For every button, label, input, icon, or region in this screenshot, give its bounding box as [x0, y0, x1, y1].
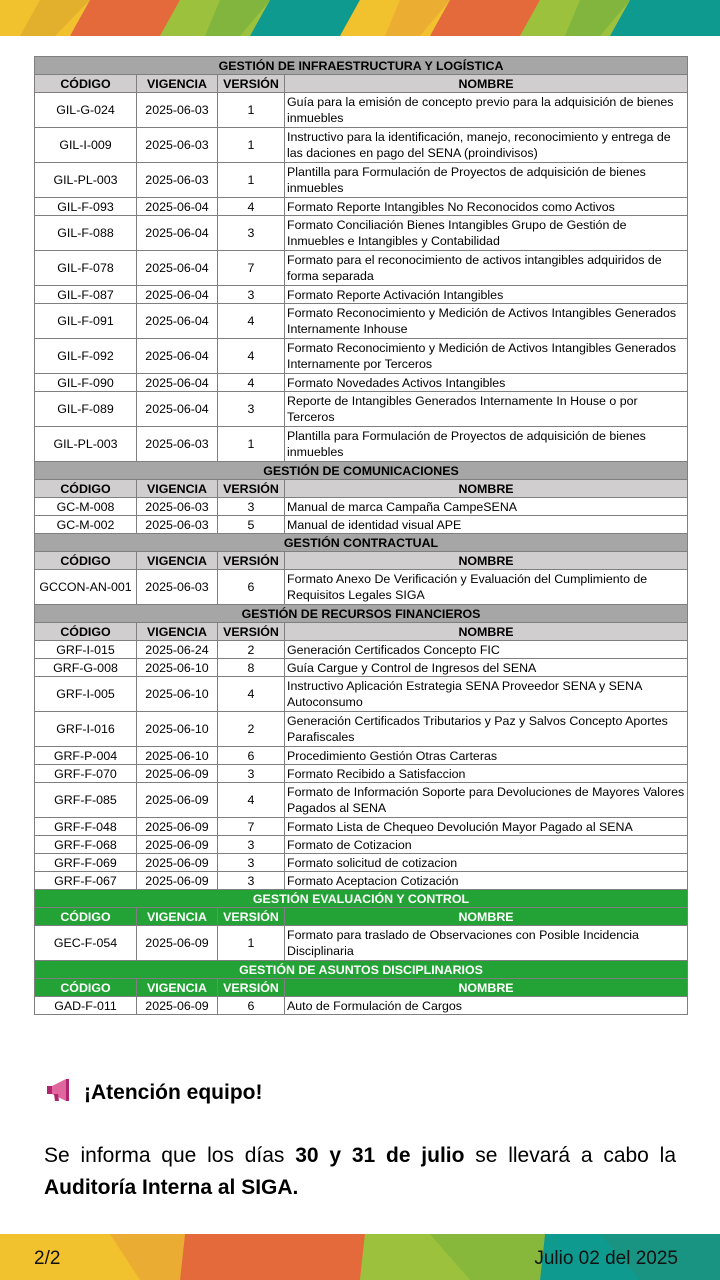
cell-code: GRF-G-008 — [35, 659, 137, 677]
table-row — [35, 818, 688, 836]
cell-date: 2025-06-10 — [137, 712, 218, 747]
cell-name: Formato para el reconocimiento de activos intangibles adquiridos de forma separada — [285, 251, 688, 286]
cell-version: 3 — [218, 392, 285, 427]
cell-date: 2025-06-04 — [137, 216, 218, 251]
section-title: GESTIÓN DE RECURSOS FINANCIEROS — [35, 605, 688, 623]
cell-code: GRF-I-015 — [35, 641, 137, 659]
column-header-row — [35, 480, 688, 498]
table-row — [35, 712, 688, 747]
cell-version: 3 — [218, 872, 285, 890]
cell-code: GIL-F-089 — [35, 392, 137, 427]
attention-heading — [46, 1078, 262, 1108]
table-row — [35, 854, 688, 872]
megaphone-icon — [46, 1078, 74, 1108]
cell-version: 6 — [218, 570, 285, 605]
table-row — [35, 427, 688, 462]
cell-code: GRF-I-005 — [35, 677, 137, 712]
table-row — [35, 392, 688, 427]
section-title: GESTIÓN DE ASUNTOS DISCIPLINARIOS — [35, 961, 688, 979]
table-row — [35, 747, 688, 765]
cell-version: 1 — [218, 128, 285, 163]
cell-date: 2025-06-09 — [137, 818, 218, 836]
column-header-row — [35, 623, 688, 641]
cell-code: GIL-F-078 — [35, 251, 137, 286]
cell-date: 2025-06-24 — [137, 641, 218, 659]
section-header-row — [35, 57, 688, 75]
column-header-date: VIGENCIA — [137, 480, 218, 498]
cell-date: 2025-06-09 — [137, 926, 218, 961]
cell-name: Manual de identidad visual APE — [285, 516, 688, 534]
table-row — [35, 286, 688, 304]
cell-name: Formato Conciliación Bienes Intangibles Grupo de Gestión de Inmuebles e Intangibles y Contabilidad — [285, 216, 688, 251]
column-header-code: CÓDIGO — [35, 979, 137, 997]
cell-version: 6 — [218, 997, 285, 1015]
cell-code: GIL-F-090 — [35, 374, 137, 392]
table-row — [35, 498, 688, 516]
column-header-row — [35, 552, 688, 570]
cell-code: GRF-P-004 — [35, 747, 137, 765]
cell-version: 4 — [218, 198, 285, 216]
cell-name: Formato Reporte Activación Intangibles — [285, 286, 688, 304]
cell-code: GRF-F-069 — [35, 854, 137, 872]
table-row — [35, 926, 688, 961]
column-header-name: NOMBRE — [285, 979, 688, 997]
cell-code: GCCON-AN-001 — [35, 570, 137, 605]
cell-date: 2025-06-04 — [137, 374, 218, 392]
notice-dates: 30 y 31 de julio — [295, 1144, 465, 1167]
cell-version: 3 — [218, 854, 285, 872]
table-row — [35, 659, 688, 677]
column-header-code: CÓDIGO — [35, 552, 137, 570]
section-title: GESTIÓN DE INFRAESTRUCTURA Y LOGÍSTICA — [35, 57, 688, 75]
cell-date: 2025-06-03 — [137, 93, 218, 128]
cell-date: 2025-06-03 — [137, 128, 218, 163]
column-header-name: NOMBRE — [285, 552, 688, 570]
table-row — [35, 872, 688, 890]
cell-version: 7 — [218, 818, 285, 836]
cell-name: Generación Certificados Concepto FIC — [285, 641, 688, 659]
cell-date: 2025-06-03 — [137, 498, 218, 516]
notice-text-part: Se informa que los días — [44, 1144, 296, 1167]
cell-version: 6 — [218, 747, 285, 765]
cell-code: GIL-F-092 — [35, 339, 137, 374]
table-row — [35, 339, 688, 374]
section-title: GESTIÓN CONTRACTUAL — [35, 534, 688, 552]
cell-date: 2025-06-09 — [137, 854, 218, 872]
column-header-row — [35, 908, 688, 926]
cell-name: Generación Certificados Tributarios y Paz y Salvos Concepto Aportes Parafiscales — [285, 712, 688, 747]
attention-title: ¡Atención equipo! — [84, 1081, 263, 1104]
cell-name: Formato Reconocimiento y Medición de Activos Intangibles Generados Internamente por Terceros — [285, 339, 688, 374]
cell-date: 2025-06-04 — [137, 339, 218, 374]
cell-code: GIL-PL-003 — [35, 427, 137, 462]
column-header-code: CÓDIGO — [35, 75, 137, 93]
cell-name: Formato Anexo De Verificación y Evaluación del Cumplimiento de Requisitos Legales SIGA — [285, 570, 688, 605]
cell-version: 4 — [218, 374, 285, 392]
table-row — [35, 198, 688, 216]
column-header-version: VERSIÓN — [218, 552, 285, 570]
cell-date: 2025-06-03 — [137, 516, 218, 534]
cell-date: 2025-06-04 — [137, 251, 218, 286]
cell-date: 2025-06-09 — [137, 997, 218, 1015]
cell-version: 2 — [218, 641, 285, 659]
cell-code: GRF-F-085 — [35, 783, 137, 818]
cell-code: GC-M-008 — [35, 498, 137, 516]
section-header-row — [35, 890, 688, 908]
cell-version: 1 — [218, 93, 285, 128]
cell-date: 2025-06-04 — [137, 286, 218, 304]
cell-date: 2025-06-10 — [137, 747, 218, 765]
cell-name: Plantilla para Formulación de Proyectos de adquisición de bienes inmuebles — [285, 427, 688, 462]
cell-date: 2025-06-04 — [137, 392, 218, 427]
cell-name: Formato solicitud de cotizacion — [285, 854, 688, 872]
section-title: GESTIÓN DE COMUNICACIONES — [35, 462, 688, 480]
cell-name: Formato Reconocimiento y Medición de Activos Intangibles Generados Internamente Inhouse — [285, 304, 688, 339]
cell-version: 4 — [218, 304, 285, 339]
cell-version: 3 — [218, 836, 285, 854]
table-row — [35, 128, 688, 163]
cell-version: 1 — [218, 926, 285, 961]
cell-version: 7 — [218, 251, 285, 286]
table-row — [35, 93, 688, 128]
column-header-code: CÓDIGO — [35, 480, 137, 498]
column-header-version: VERSIÓN — [218, 979, 285, 997]
table-row — [35, 216, 688, 251]
cell-version: 3 — [218, 286, 285, 304]
notice-text-part: se llevará a cabo la — [464, 1144, 676, 1167]
cell-version: 2 — [218, 712, 285, 747]
cell-version: 3 — [218, 765, 285, 783]
column-header-name: NOMBRE — [285, 908, 688, 926]
table-row — [35, 783, 688, 818]
column-header-version: VERSIÓN — [218, 75, 285, 93]
cell-code: GRF-F-048 — [35, 818, 137, 836]
cell-date: 2025-06-04 — [137, 304, 218, 339]
column-header-version: VERSIÓN — [218, 480, 285, 498]
documents-table — [34, 56, 688, 1015]
cell-code: GRF-I-016 — [35, 712, 137, 747]
table-row — [35, 304, 688, 339]
cell-date: 2025-06-09 — [137, 765, 218, 783]
column-header-date: VIGENCIA — [137, 908, 218, 926]
cell-name: Guía para la emisión de concepto previo para la adquisición de bienes inmuebles — [285, 93, 688, 128]
table-row — [35, 836, 688, 854]
page-number: 2/2 — [34, 1248, 61, 1269]
cell-code: GIL-F-088 — [35, 216, 137, 251]
cell-code: GRF-F-070 — [35, 765, 137, 783]
table-row — [35, 677, 688, 712]
cell-name: Procedimiento Gestión Otras Carteras — [285, 747, 688, 765]
cell-code: GRF-F-068 — [35, 836, 137, 854]
cell-version: 3 — [218, 216, 285, 251]
table-row — [35, 516, 688, 534]
table-row — [35, 163, 688, 198]
column-header-version: VERSIÓN — [218, 908, 285, 926]
cell-version: 1 — [218, 427, 285, 462]
cell-name: Formato Aceptacion Cotización — [285, 872, 688, 890]
cell-name: Instructivo para la identificación, manejo, reconocimiento y entrega de las daciones en pago del SENA (proindivisos) — [285, 128, 688, 163]
cell-name: Guía Cargue y Control de Ingresos del SENA — [285, 659, 688, 677]
cell-date: 2025-06-09 — [137, 836, 218, 854]
footer-date: Julio 02 del 2025 — [534, 1248, 678, 1269]
section-header-row — [35, 462, 688, 480]
cell-code: GEC-F-054 — [35, 926, 137, 961]
cell-name: Formato Reporte Intangibles No Reconocidos como Activos — [285, 198, 688, 216]
table-row — [35, 570, 688, 605]
cell-version: 8 — [218, 659, 285, 677]
cell-code: GAD-F-011 — [35, 997, 137, 1015]
cell-version: 3 — [218, 498, 285, 516]
table-row — [35, 765, 688, 783]
cell-date: 2025-06-03 — [137, 427, 218, 462]
cell-code: GC-M-002 — [35, 516, 137, 534]
cell-code: GIL-I-009 — [35, 128, 137, 163]
table-row — [35, 997, 688, 1015]
cell-name: Formato Novedades Activos Intangibles — [285, 374, 688, 392]
cell-name: Reporte de Intangibles Generados Internamente In House o por Terceros — [285, 392, 688, 427]
cell-name: Instructivo Aplicación Estrategia SENA Proveedor SENA y SENA Autoconsumo — [285, 677, 688, 712]
column-header-row — [35, 75, 688, 93]
cell-code: GIL-F-091 — [35, 304, 137, 339]
cell-name: Manual de marca Campaña CampeSENA — [285, 498, 688, 516]
cell-name: Formato Lista de Chequeo Devolución Mayor Pagado al SENA — [285, 818, 688, 836]
cell-version: 1 — [218, 163, 285, 198]
section-header-row — [35, 961, 688, 979]
cell-code: GIL-F-087 — [35, 286, 137, 304]
column-header-row — [35, 979, 688, 997]
cell-version: 4 — [218, 677, 285, 712]
cell-code: GIL-G-024 — [35, 93, 137, 128]
section-header-row — [35, 534, 688, 552]
cell-code: GIL-PL-003 — [35, 163, 137, 198]
cell-code: GIL-F-093 — [35, 198, 137, 216]
cell-date: 2025-06-10 — [137, 659, 218, 677]
notice-audit-name: Auditoría Interna al SIGA. — [44, 1176, 299, 1199]
column-header-date: VIGENCIA — [137, 979, 218, 997]
cell-date: 2025-06-09 — [137, 872, 218, 890]
column-header-date: VIGENCIA — [137, 623, 218, 641]
column-header-code: CÓDIGO — [35, 908, 137, 926]
table-row — [35, 251, 688, 286]
column-header-name: NOMBRE — [285, 623, 688, 641]
cell-date: 2025-06-03 — [137, 163, 218, 198]
cell-name: Formato de Información Soporte para Devoluciones de Mayores Valores Pagados al SENA — [285, 783, 688, 818]
cell-version: 4 — [218, 339, 285, 374]
cell-name: Formato Recibido a Satisfaccion — [285, 765, 688, 783]
cell-version: 5 — [218, 516, 285, 534]
cell-code: GRF-F-067 — [35, 872, 137, 890]
cell-name: Auto de Formulación de Cargos — [285, 997, 688, 1015]
section-header-row — [35, 605, 688, 623]
column-header-name: NOMBRE — [285, 480, 688, 498]
cell-name: Formato para traslado de Observaciones con Posible Incidencia Disciplinaria — [285, 926, 688, 961]
column-header-date: VIGENCIA — [137, 552, 218, 570]
column-header-version: VERSIÓN — [218, 623, 285, 641]
cell-name: Plantilla para Formulación de Proyectos de adquisición de bienes inmuebles — [285, 163, 688, 198]
column-header-name: NOMBRE — [285, 75, 688, 93]
column-header-code: CÓDIGO — [35, 623, 137, 641]
audit-notice — [44, 1140, 676, 1204]
cell-name: Formato de Cotizacion — [285, 836, 688, 854]
top-decorative-banner — [0, 0, 720, 36]
cell-version: 4 — [218, 783, 285, 818]
cell-date: 2025-06-10 — [137, 677, 218, 712]
table-row — [35, 641, 688, 659]
cell-date: 2025-06-09 — [137, 783, 218, 818]
section-title: GESTIÓN EVALUACIÓN Y CONTROL — [35, 890, 688, 908]
cell-date: 2025-06-03 — [137, 570, 218, 605]
cell-date: 2025-06-04 — [137, 198, 218, 216]
table-row — [35, 374, 688, 392]
column-header-date: VIGENCIA — [137, 75, 218, 93]
